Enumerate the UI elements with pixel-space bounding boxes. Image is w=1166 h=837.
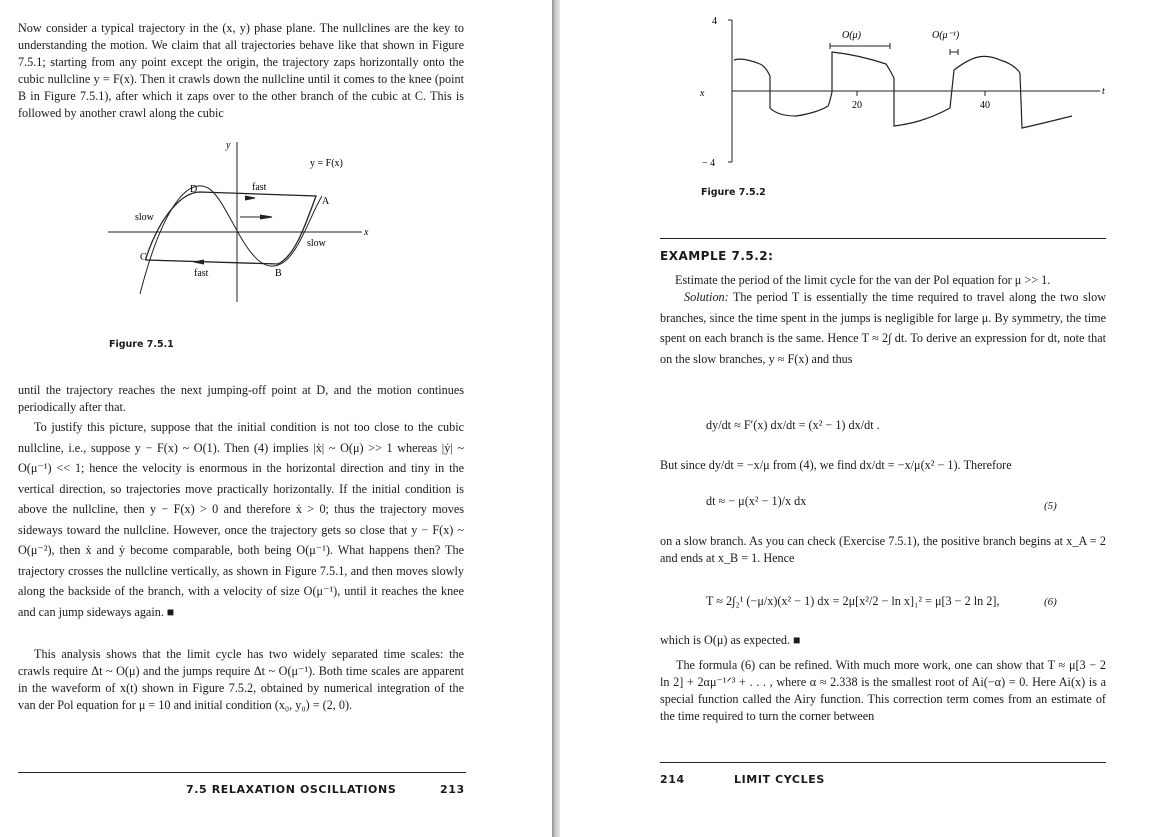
timescales-paragraph: This analysis shows that the limit cycle has two widely separated time scales: the crawls require Δt ~ O(μ) and the jumps require Δt ~ O(μ⁻¹). Both time scales are apparent in the waveform of x(t) shown in Figure 7.5.2, obtained by numerical integration of the van der Pol equation for μ = 10 and initial condition (x₀, y₀) = (2, 0). — [18, 647, 464, 713]
point-d-label: D — [190, 184, 198, 195]
t-axis-label: t — [1102, 86, 1105, 97]
limit-cycle — [146, 192, 316, 264]
formula-paragraph: The formula (6) can be refined. With much more work, one can show that T ≈ μ[3 − 2 ln 2] + 2αμ⁻¹ᐟ³ + . . . , where α ≈ 2.338 is the smallest root of Ai(−α) = 0. Here Ai(x) is a special function called the Airy function. This correction term comes from an estimate of the time required to turn the corner between — [660, 658, 1106, 724]
arrow-fast-top — [245, 196, 255, 200]
o-mu-inv-label: O(μ⁻¹) — [932, 30, 960, 41]
book-gutter — [552, 0, 560, 837]
example-rule — [660, 238, 1106, 239]
arrow-mid-1 — [260, 215, 272, 219]
point-c-label: C — [140, 252, 147, 263]
right-page — [560, 0, 1166, 837]
solution-label: Solution: — [684, 290, 729, 304]
footer-page-number-right: 214 — [660, 773, 685, 786]
figure-7-5-1 — [100, 136, 390, 304]
estimate-paragraph: Estimate the period of the limit cycle for the van der Pol equation for μ >> 1. — [675, 273, 1051, 287]
tick-top-label: 4 — [712, 16, 717, 27]
slow-left-label: slow — [135, 212, 154, 223]
figure-7-5-2 — [700, 12, 1140, 172]
footer-rule-right — [660, 762, 1106, 763]
solution-text: The period T is essentially the time required to travel along the two slow branches, since the time spent in the jumps is negligible for large μ. By symmetry, the time spent on each branch is the same. Hence T ≈ 2∫ dt. To derive an expression for dt, note that on the slow branches, y ≈ F(x) and thus — [660, 290, 1106, 366]
tick-40-label: 40 — [980, 100, 990, 111]
tick-20-label: 20 — [852, 100, 862, 111]
slow-right-label: slow — [307, 238, 326, 249]
x-axis-label: x — [364, 227, 369, 238]
left-page — [0, 0, 552, 837]
point-a-label: A — [322, 196, 330, 207]
curve-label: y = F(x) — [310, 158, 343, 169]
which-paragraph: which is O(μ) as expected. ■ — [660, 633, 801, 647]
arrow-fast-bottom — [194, 260, 204, 264]
fast-bottom-label: fast — [194, 268, 209, 279]
o-mu-label: O(μ) — [842, 30, 861, 41]
equation-period: T ≈ 2∫₂¹ (−μ/x)(x² − 1) dx = 2μ[x²/2 − ln x]₁² = μ[3 − 2 ln 2], — [706, 594, 1000, 608]
x-axis-label-2: x — [700, 88, 705, 99]
equation-dt: dt ≈ − μ(x² − 1)/x dx — [706, 494, 807, 508]
slow-branch-paragraph: on a slow branch. As you can check (Exercise 7.5.1), the positive branch begins at x_A = 2 and ends at x_B = 1. Hence — [660, 534, 1106, 566]
intro-paragraph: Now consider a typical trajectory in the (x, y) phase plane. The nullclines are the key to understanding the motion. We claim that all trajectories behave like that shown in Figure 7.5.1; starting from any point except the origin, the trajectory zaps horizontally onto the cubic nullcline y = F(x). Then it crawls down the nullcline until it comes to the knee (point B in Figure 7.5.1), after which it zaps over to the other branch of the cubic at C. This is followed by another crawl along the cubic — [18, 21, 464, 121]
cubic-nullcline — [140, 186, 322, 294]
y-axis-label: y — [226, 140, 231, 151]
x-waveform — [734, 52, 1072, 128]
but-since-paragraph: But since dy/dt = −x/μ from (4), we find dx/dt = −x/μ(x² − 1). Therefore — [660, 458, 1012, 472]
tick-bottom-label: − 4 — [702, 158, 716, 169]
footer-page-number: 213 — [440, 783, 465, 796]
continuation-paragraph: until the trajectory reaches the next jumping-off point at D, and the motion continues periodically after that. — [18, 383, 464, 415]
equation-dydt: dy/dt ≈ F′(x) dx/dt = (x² − 1) dx/dt . — [706, 418, 880, 432]
justify-paragraph: To justify this picture, suppose that the initial condition is not too close to the cubic nullcline, i.e., suppose y − F(x) ~ O(1). Then (4) implies |ẋ| ~ O(μ) >> 1 whereas |ẏ| ~ O(μ⁻¹) << 1; hence the velocity is enormous in the horizontal direction and tiny in the vertical direction, so trajectories move practically horizontally. If the initial condition is above the nullcline, then y − F(x) > 0 and therefore ẋ > 0; thus the trajectory moves sideways toward the nullcline. However, once the trajectory gets so close that y − F(x) ~ O(μ⁻²), then ẋ and ẏ become comparable, both being O(μ⁻¹). What happens then? The trajectory crosses the nullcline vertically, as shown in Figure 7.5.1, and then moves slowly along the backside of the branch, with a velocity of size O(μ⁻¹), until it reaches the knee and can jump sideways again. ■ — [18, 420, 464, 619]
example-heading: EXAMPLE 7.5.2: — [660, 249, 774, 263]
fast-top-label: fast — [252, 182, 267, 193]
figure-7-5-2-caption: Figure 7.5.2 — [701, 187, 766, 198]
footer-section-title: 7.5 RELAXATION OSCILLATIONS — [186, 783, 397, 796]
point-b-label: B — [275, 268, 282, 279]
equation-5-number: (5) — [1044, 500, 1057, 512]
footer-chapter-title: LIMIT CYCLES — [734, 773, 825, 786]
footer-rule — [18, 772, 466, 773]
figure-7-5-1-caption: Figure 7.5.1 — [109, 339, 174, 350]
equation-6-number: (6) — [1044, 596, 1057, 608]
solution-paragraph — [660, 287, 1106, 369]
